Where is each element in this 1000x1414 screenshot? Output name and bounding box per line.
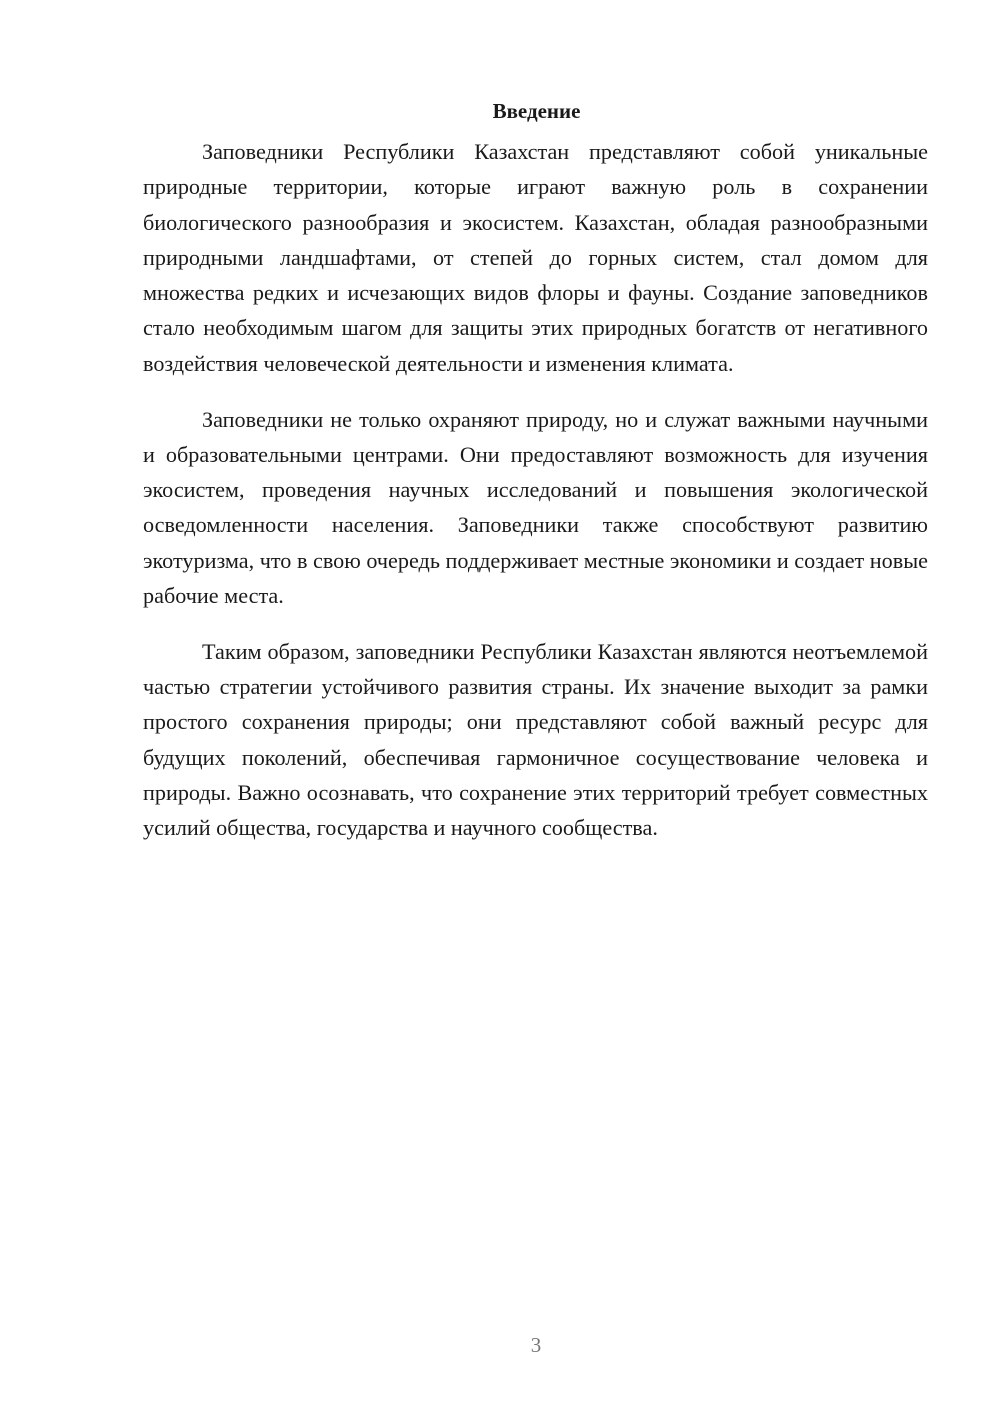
section-heading: Введение — [492, 99, 581, 123]
paragraph: Таким образом, заповедники Республики Казахстан являются неотъемлемой частью стратегии устойчивого развития страны. Их значение выходит за рамки простого сохранения природы; они представляют собой важный ресурс для будущих поколений, обеспечивая гармоничное сосуществование человека и природы. Важно осознавать, что сохранение этих территорий требует совместных усилий общества, государства и научного сообщества. — [143, 638, 928, 841]
paragraph: Заповедники не только охраняют природу, но и служат важными научными и образовательными центрами. Они предоставляют возможность для изучения экосистем, проведения научных исследований и повышения экологической осведомленности населения. Заповедники также способствуют развитию экотуризма, что в свою очередь поддерживает местные экономики и создает новые рабочие места. — [143, 406, 928, 609]
page-number: 3 — [530, 1333, 542, 1357]
paragraph: Заповедники Республики Казахстан представляют собой уникальные природные территории, которые играют важную роль в сохранении биологического разнообразия и экосистем. Казахстан, обладая разнообразными природными ландшафтами, от степей до горных систем, стал домом для множества редких и исчезающих видов флоры и фауны. Создание заповедников стало необходимым шагом для защиты этих природных богатств от негативного воздействия человеческой деятельности и изменения климата. — [143, 139, 928, 376]
page-content — [143, 98, 928, 866]
